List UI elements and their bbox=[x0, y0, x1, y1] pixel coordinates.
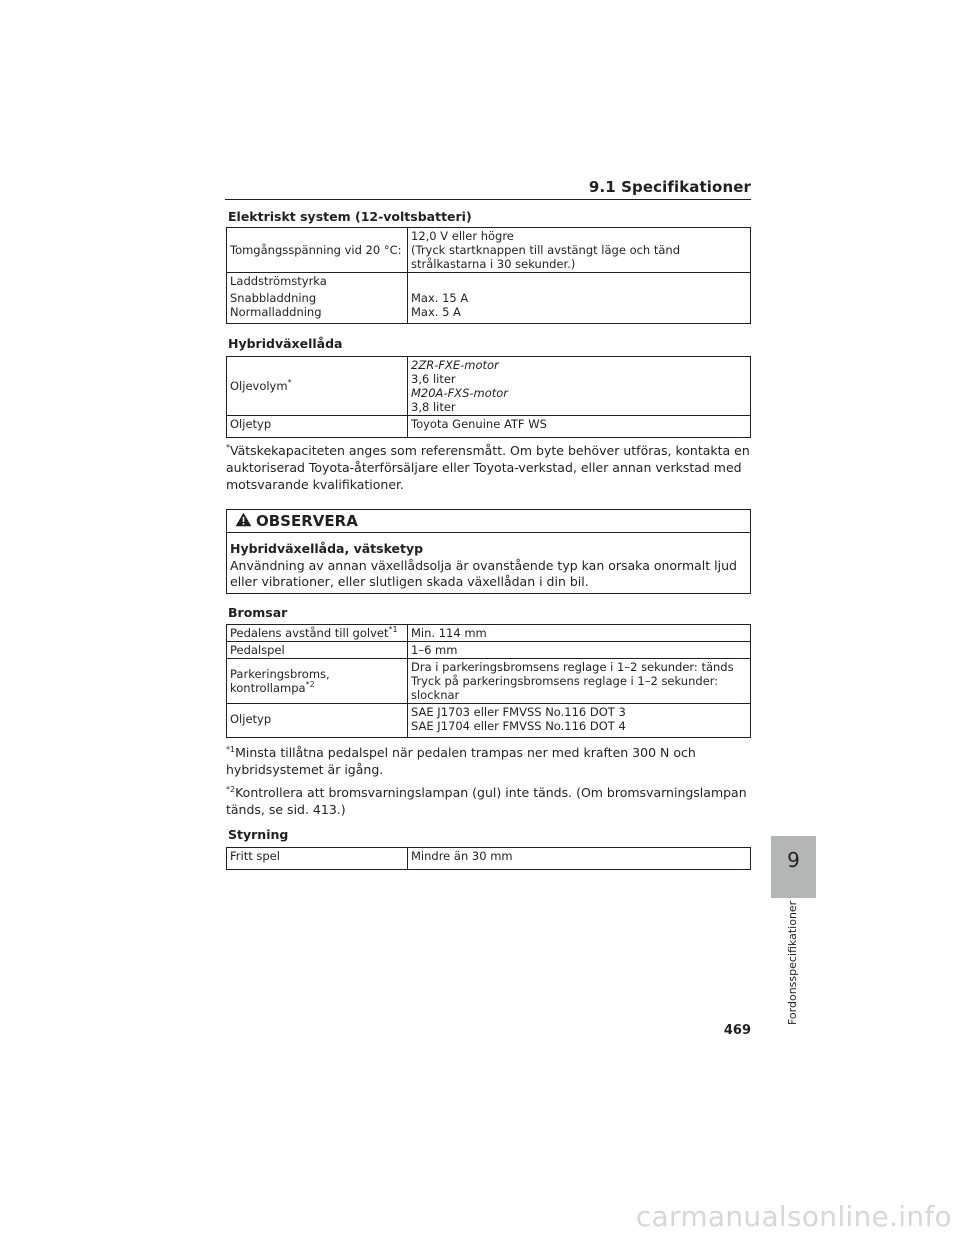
observera-box bbox=[226, 509, 751, 594]
hybrid-section-title: Hybridväxellåda bbox=[228, 336, 343, 351]
brakes-footnote-2-text: Kontrollera att bromsvarningslampan (gul) inte tänds. (Om bromsvarningslampan tänds, se sid. 413.) bbox=[226, 785, 747, 817]
pedal-play-label: Pedalspel bbox=[227, 642, 408, 659]
table-row bbox=[227, 625, 751, 642]
idle-voltage-label: Tomgångsspänning vid 20 °C: bbox=[227, 228, 408, 273]
observera-subtitle: Hybridväxellåda, vätsketyp bbox=[230, 541, 424, 556]
brake-oil-type-label: Oljetyp bbox=[227, 704, 408, 738]
table-row bbox=[227, 848, 751, 870]
hybrid-table bbox=[226, 356, 751, 438]
table-row bbox=[227, 273, 751, 324]
steering-section-title: Styrning bbox=[228, 827, 289, 842]
brake-oil-type-1: SAE J1703 eller FMVSS No.116 DOT 3 bbox=[411, 705, 626, 719]
watermark: carmanualsonline.info bbox=[635, 1200, 952, 1233]
section-header: 9.1 Specifikationer bbox=[588, 178, 751, 196]
normal-charge-value: Max. 5 A bbox=[411, 305, 461, 319]
chapter-label: Fordonsspecifikationer bbox=[786, 900, 799, 1025]
brakes-footnote-1 bbox=[226, 744, 751, 778]
brakes-footnote-2 bbox=[226, 784, 751, 818]
brake-oil-type-2: SAE J1704 eller FMVSS No.116 DOT 4 bbox=[411, 719, 626, 733]
electrical-section-title: Elektriskt system (12-voltsbatteri) bbox=[228, 209, 472, 224]
brake-oil-type-value bbox=[408, 704, 751, 738]
parking-brake-value-1: Dra i parkeringsbromsens reglage i 1–2 sekunder: tänds bbox=[411, 660, 734, 674]
chapter-number: 9 bbox=[787, 848, 800, 872]
fast-charge-value: Max. 15 A bbox=[411, 291, 469, 305]
footnote-mark: *2 bbox=[226, 784, 236, 794]
footnote-mark: *2 bbox=[305, 680, 315, 690]
table-row bbox=[227, 704, 751, 738]
volume-2: 3,8 liter bbox=[411, 400, 456, 414]
table-row bbox=[227, 357, 751, 416]
page-number: 469 bbox=[723, 1023, 751, 1038]
footnote-mark: *1 bbox=[388, 625, 398, 635]
charge-current-heading: Laddströmstyrka bbox=[230, 274, 327, 288]
free-play-label: Fritt spel bbox=[227, 848, 408, 870]
table-row bbox=[227, 416, 751, 438]
charge-current-label bbox=[227, 273, 408, 324]
footnote-mark: *1 bbox=[226, 744, 236, 754]
header-divider bbox=[225, 199, 751, 200]
footnote-mark: * bbox=[226, 442, 230, 452]
table-row bbox=[227, 659, 751, 704]
normal-charge-label: Normalladdning bbox=[230, 305, 322, 319]
table-row bbox=[227, 642, 751, 659]
free-play-value: Mindre än 30 mm bbox=[408, 848, 751, 870]
hybrid-footnote bbox=[226, 442, 751, 493]
parking-brake-label-2: kontrollampa$^{*2}$ bbox=[230, 680, 315, 695]
parking-brake-label bbox=[227, 659, 408, 704]
steering-table bbox=[226, 847, 751, 870]
oil-type-label: Oljetyp bbox=[227, 416, 408, 438]
volume-1: 3,6 liter bbox=[411, 372, 456, 386]
table-row bbox=[227, 228, 751, 273]
electrical-table bbox=[226, 227, 751, 324]
idle-voltage-line1: 12,0 V eller högre bbox=[411, 229, 514, 243]
brakes-table bbox=[226, 624, 751, 738]
oil-type-value: Toyota Genuine ATF WS bbox=[408, 416, 751, 438]
footnote-mark: * bbox=[287, 378, 292, 388]
observera-header bbox=[227, 510, 750, 533]
engine-1: 2ZR-FXE-motor bbox=[411, 358, 499, 372]
idle-voltage-line2: (Tryck startknappen till avstängt läge och tänd strålkastarna i 30 sekunder.) bbox=[411, 243, 681, 271]
brakes-section-title: Bromsar bbox=[228, 605, 288, 620]
idle-voltage-value bbox=[408, 228, 751, 273]
parking-brake-label-1: Parkeringsbroms, bbox=[230, 667, 330, 681]
warning-triangle-icon bbox=[235, 512, 252, 531]
pedal-distance-label: Pedalens avstånd till golvet$^{*1}$ bbox=[227, 625, 408, 642]
observera-text: Användning av annan växellådsolja är ovanstående typ kan orsaka onormalt ljud eller vibrationer, eller slutligen skada växellådan i din bil. bbox=[230, 558, 737, 589]
charge-current-values bbox=[408, 273, 751, 324]
fast-charge-label: Snabbladdning bbox=[230, 291, 317, 305]
hybrid-footnote-text: Vätskekapaciteten anges som referensmått. Om byte behöver utföras, kontakta en auktoriserad Toyota-återförsäljare eller Toyota-verkstad, eller annan verkstad med motsvarande kvalifikationer. bbox=[226, 443, 750, 492]
observera-title: OBSERVERA bbox=[256, 512, 358, 530]
engine-2: M20A-FXS-motor bbox=[411, 386, 509, 400]
pedal-distance-value: Min. 114 mm bbox=[408, 625, 751, 642]
oil-volume-value bbox=[408, 357, 751, 416]
brakes-footnote-1-text: Minsta tillåtna pedalspel när pedalen trampas ner med kraften 300 N och hybridsystemet är igång. bbox=[226, 745, 696, 777]
oil-volume-label: Oljevolym* bbox=[227, 357, 408, 416]
parking-brake-value-2: Tryck på parkeringsbromsens reglage i 1–2 sekunder: slocknar bbox=[411, 674, 719, 702]
parking-brake-value bbox=[408, 659, 751, 704]
pedal-play-value: 1–6 mm bbox=[408, 642, 751, 659]
